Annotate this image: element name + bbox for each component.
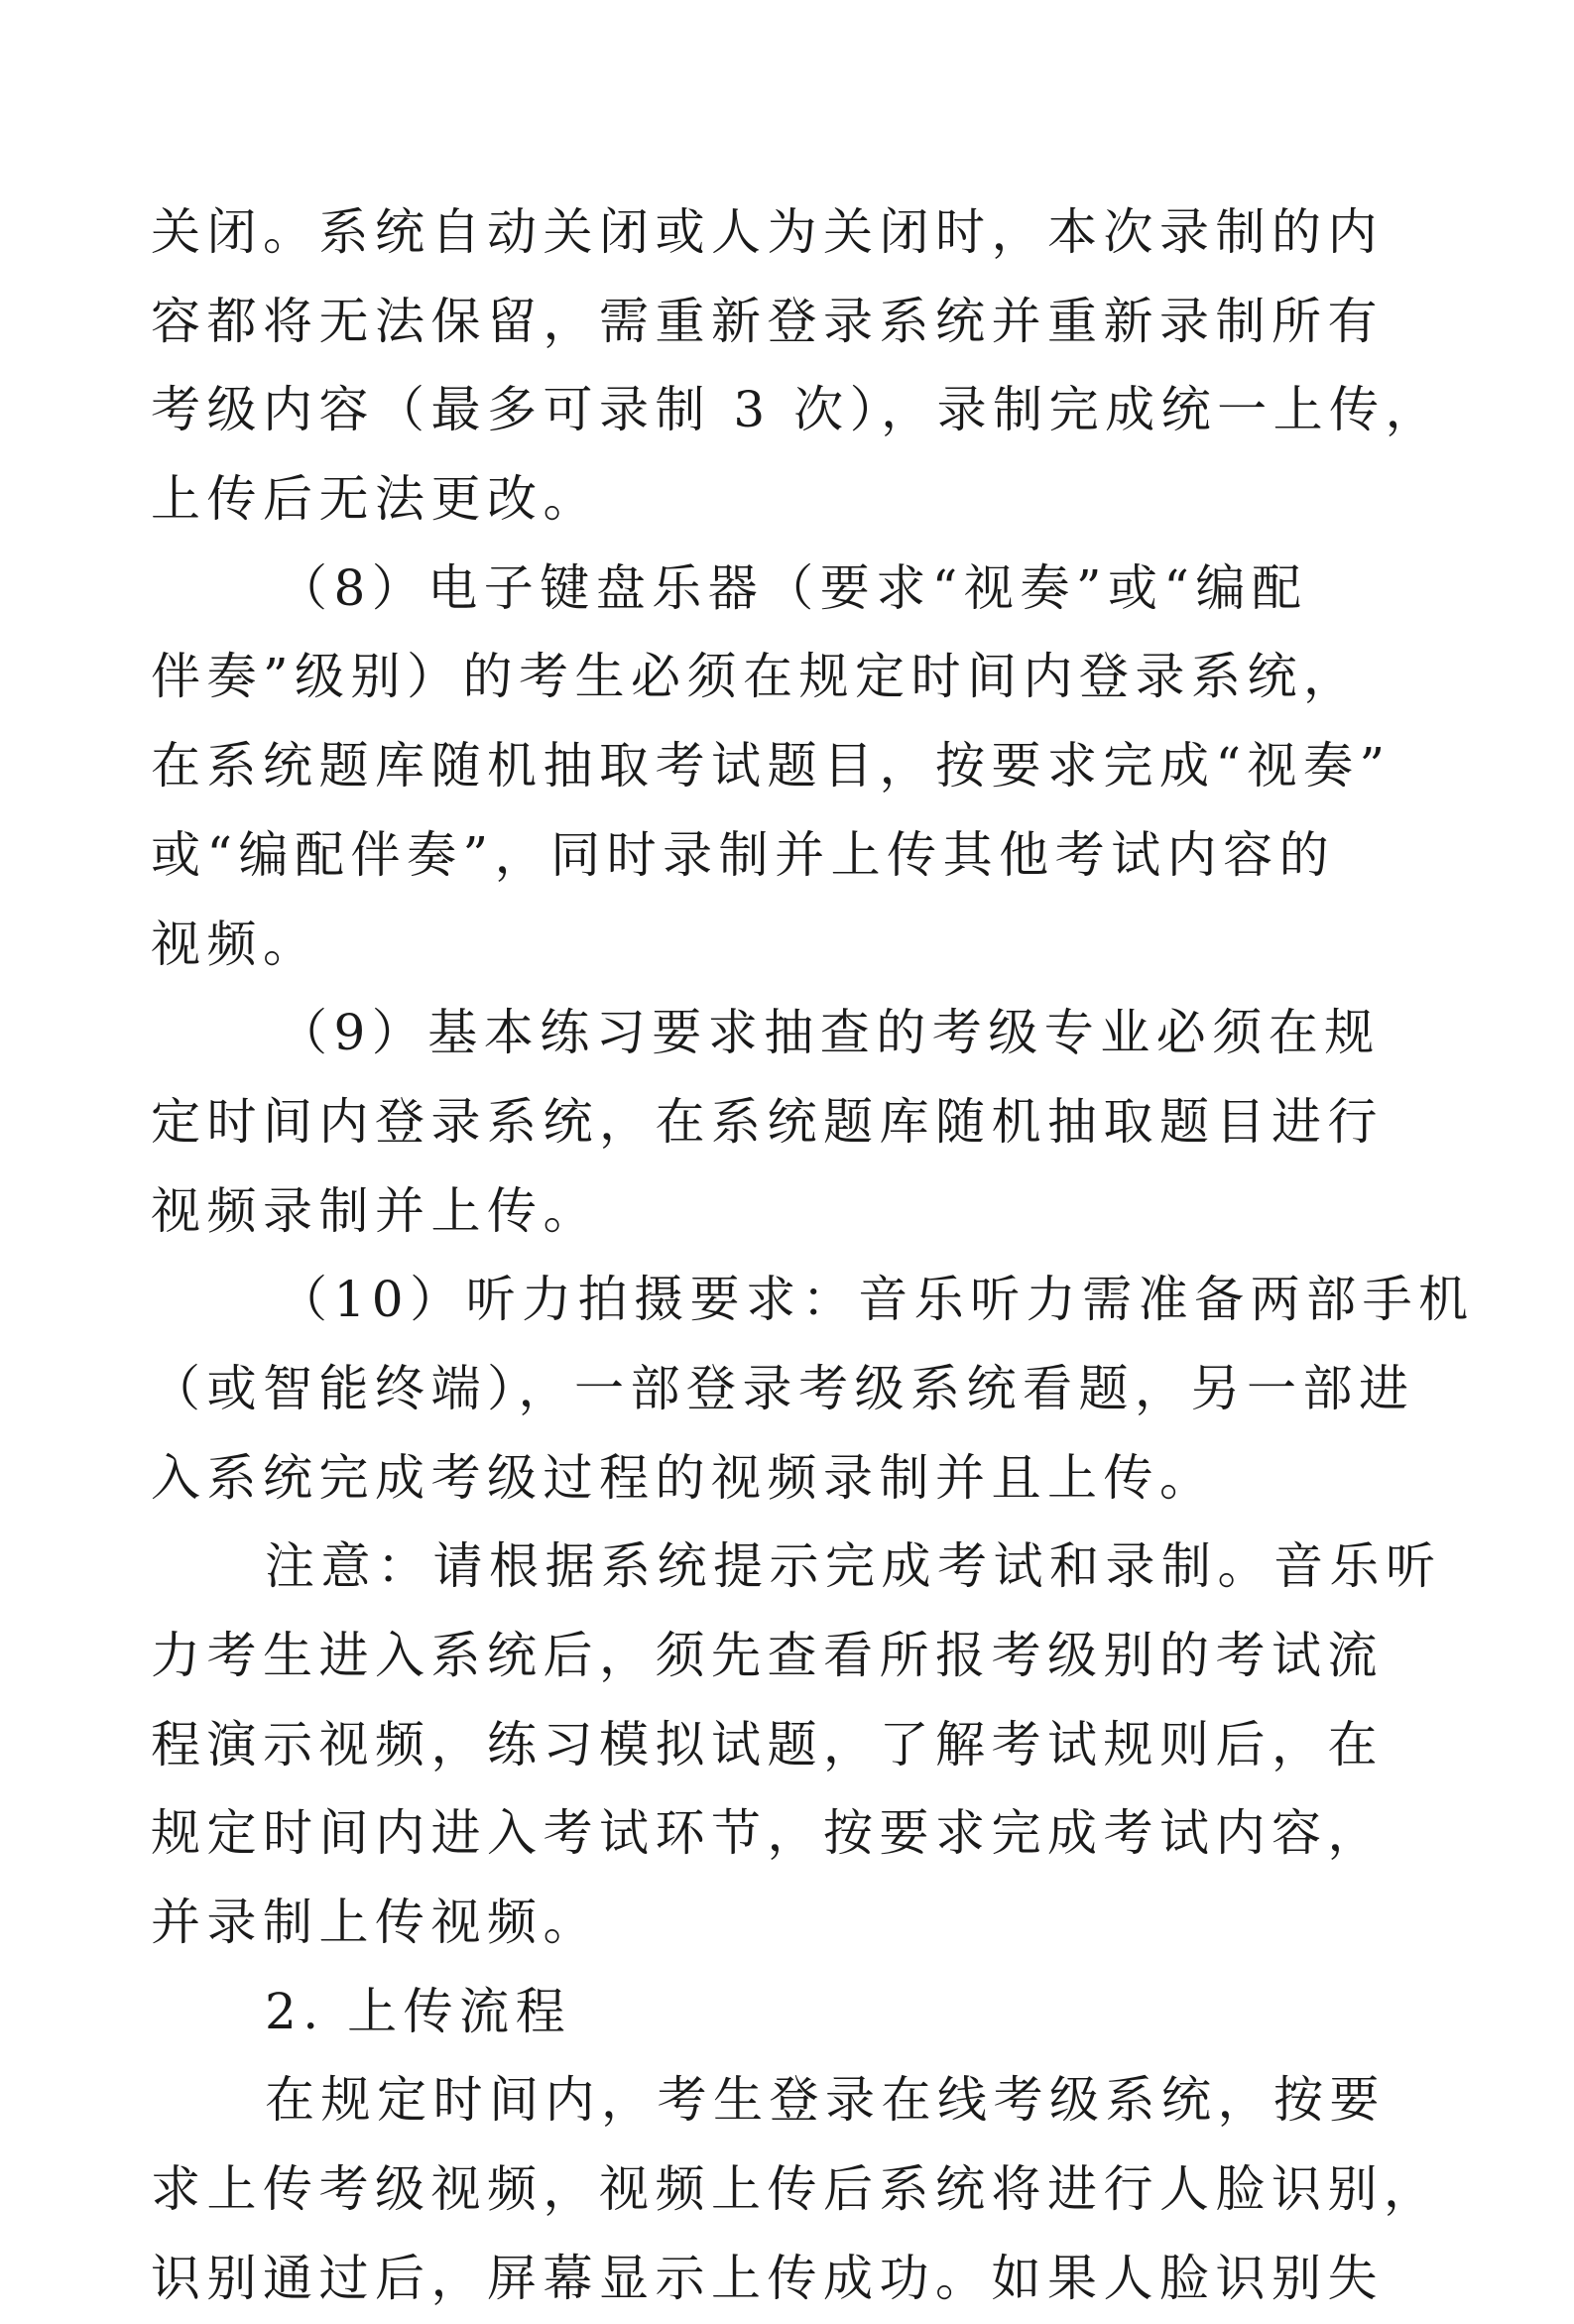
text-line: 考级内容（最多可录制 3 次），录制完成统一上传， [151,381,1442,439]
body-text [151,188,1475,2324]
text-line: 在系统题库随机抽取考试题目，按要求完成“视奏” [151,737,1392,795]
text-line: 定时间内登录系统，在系统题库随机抽取题目进行 [151,1092,1384,1151]
text-line: 识别通过后，屏幕显示上传成功。如果人脸识别失 [151,2249,1384,2307]
text-line: 在规定时间内，考生登录在线考级系统，按要 [265,2071,1386,2130]
text-line: 关闭。系统自动关闭或人为关闭时，本次录制的内 [151,203,1384,261]
text-line: （或智能终端），一部登录考级系统看题，另一部进 [151,1359,1415,1417]
text-line: 力考生进入系统后，须先查看所报考级别的考试流 [151,1627,1384,1684]
section-heading: 2. 上传流程 [265,1982,572,2040]
text-line: 或“编配伴奏”，同时录制并上传其他考试内容的 [151,825,1336,884]
text-line: 视频录制并上传。 [151,1181,599,1240]
text-line: 并录制上传视频。 [151,1894,599,1952]
text-line: 规定时间内进入考试环节，按要求完成考试内容， [151,1804,1384,1863]
text-line: 入系统完成考级过程的视频录制并且上传。 [151,1448,1216,1507]
text-line: （9）基本练习要求抽查的考级专业必须在规 [278,1004,1381,1062]
text-line: （10）听力拍摄要求：音乐听力需准备两部手机 [278,1271,1475,1329]
text-line: （8）电子键盘乐器（要求“视奏”或“编配 [278,558,1308,617]
text-line: 上传后无法更改。 [151,470,599,529]
text-line: 伴奏”级别）的考生必须在规定时间内登录系统， [151,648,1360,706]
text-line: 求上传考级视频，视频上传后系统将进行人脸识别， [151,2160,1440,2219]
text-line: 程演示视频，练习模拟试题，了解考试规则后，在 [151,1715,1384,1774]
text-line: 视频。 [151,915,319,973]
text-line: 注意：请根据系统提示完成考试和录制。音乐听 [265,1537,1442,1596]
text-line: 容都将无法保留，需重新登录系统并重新录制所有 [151,292,1384,350]
